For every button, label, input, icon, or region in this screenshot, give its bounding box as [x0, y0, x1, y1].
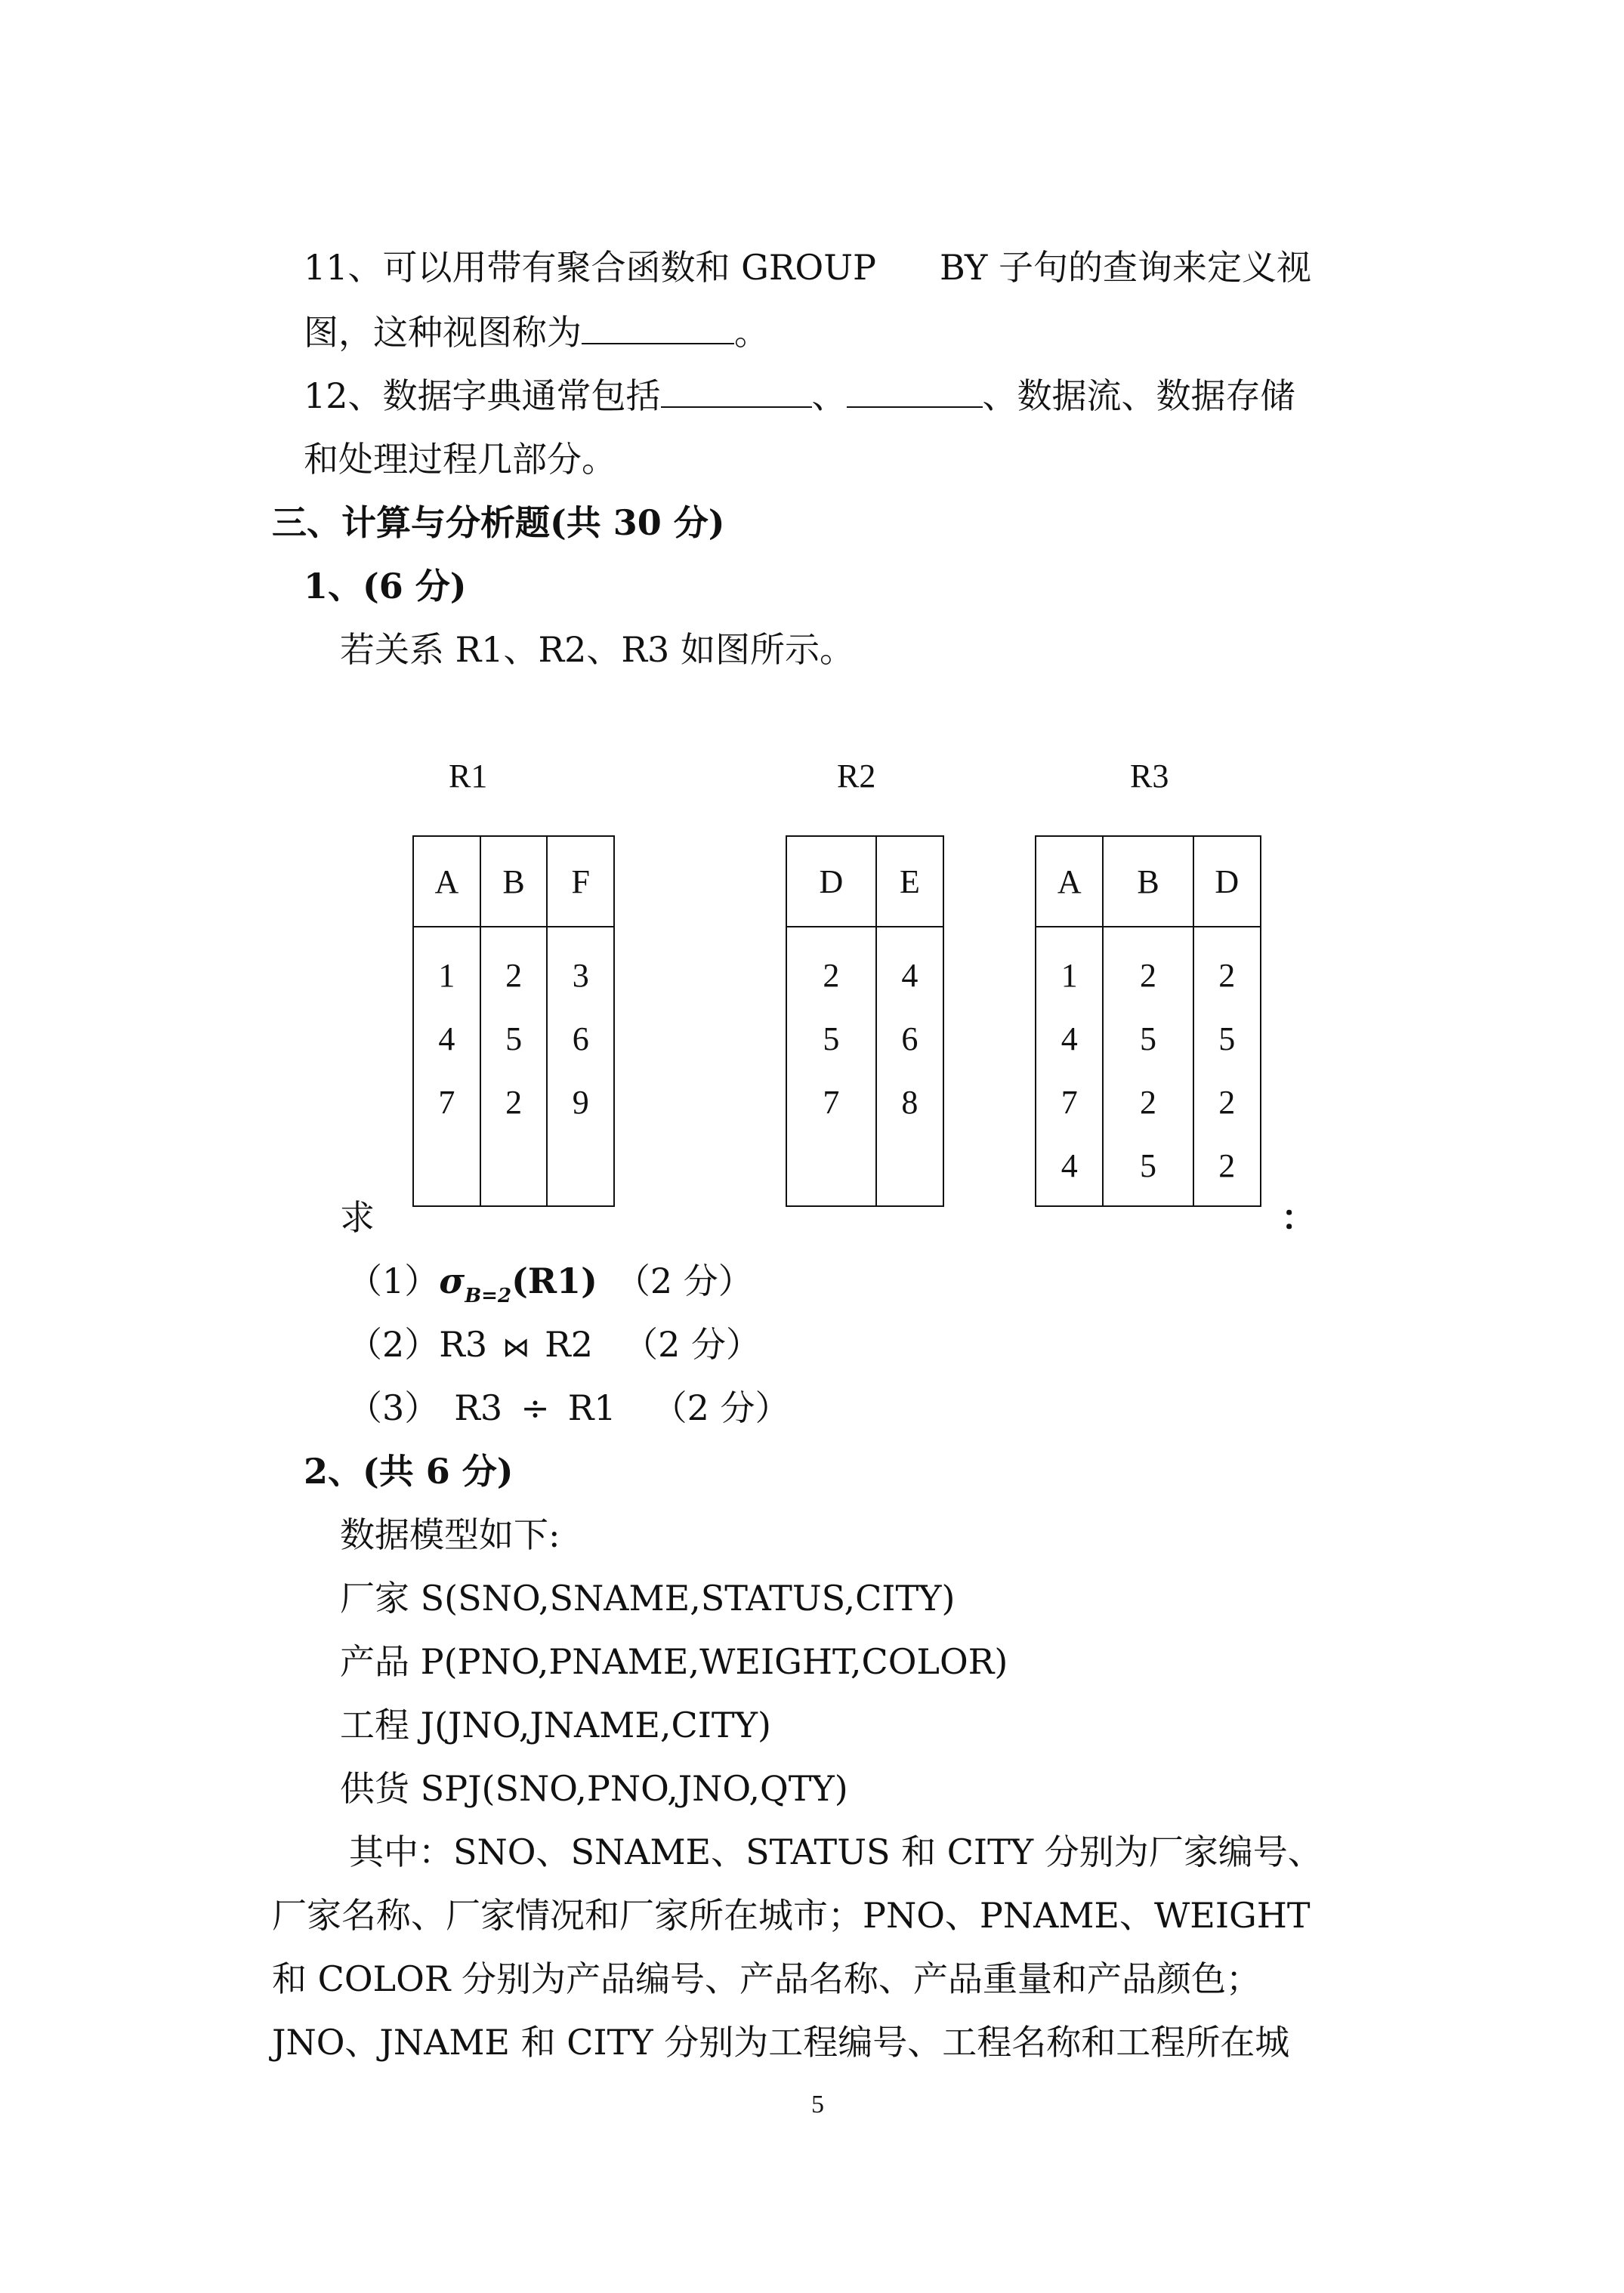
- q12-line1: [304, 375, 1295, 417]
- table-cell: 5: [1139, 1020, 1156, 1057]
- subq-1: [347, 1260, 753, 1317]
- table-cell: 5: [505, 1020, 523, 1057]
- desc-line-4: JNO、JNAME 和 CITY 分别为工程编号、工程名称和工程所在城: [272, 2022, 1290, 2063]
- subq-3-lhs: R3: [454, 1387, 503, 1428]
- join-symbol: ⋈: [502, 1332, 530, 1363]
- subq-3-rhs: R1: [567, 1387, 616, 1428]
- q12-sep: 、: [811, 375, 847, 416]
- table-r3-column: [1036, 927, 1103, 1206]
- table-r3-header: D: [1193, 836, 1261, 927]
- table-r1-header: B: [480, 836, 548, 927]
- desc-line-2: 厂家名称、厂家情况和厂家所在城市；PNO、PNAME、WEIGHT: [272, 1895, 1311, 1936]
- table-cell: 2: [1139, 1084, 1156, 1121]
- subq-1-num: （1）: [347, 1261, 440, 1301]
- subq-3-num: （3）: [347, 1387, 440, 1428]
- table-cell: 4: [1061, 1147, 1078, 1184]
- table-r2-header: E: [876, 836, 943, 927]
- subq-2: [347, 1323, 761, 1369]
- table-r2-header: D: [786, 836, 876, 927]
- q11-end: 。: [734, 312, 769, 353]
- subq-3: [347, 1387, 790, 1429]
- table-r1-header: A: [413, 836, 480, 927]
- q11-blank: [582, 313, 734, 344]
- table-cell: 2: [1218, 1147, 1236, 1184]
- table-cell: 6: [901, 1020, 919, 1057]
- q11-text-b: BY 子句的查询来定义视: [939, 247, 1311, 288]
- table-cell: 7: [1061, 1084, 1078, 1121]
- table-r3-column: [1103, 927, 1193, 1206]
- table-cell: 2: [1218, 957, 1236, 994]
- subq-2-rhs: R2: [545, 1324, 594, 1365]
- table-r1-header: F: [547, 836, 614, 927]
- problem1-intro: 若关系 R1、R2、R3 如图所示。: [340, 629, 854, 670]
- table-cell: 7: [438, 1084, 455, 1121]
- q11-text-a: 11、可以用带有聚合函数和 GROUP: [304, 247, 876, 288]
- table-cell: 6: [572, 1020, 589, 1057]
- table-r1-title: R1: [449, 758, 488, 795]
- table-cell: 2: [823, 957, 840, 994]
- problem2-header: 2、(共 6 分): [304, 1451, 514, 1492]
- model-p: 产品 P(PNO,PNAME,WEIGHT,COLOR): [340, 1641, 1008, 1682]
- desc-line-3: 和 COLOR 分别为产品编号、产品名称、产品重量和产品颜色；: [272, 1958, 1261, 1999]
- table-r1-column: [413, 927, 480, 1206]
- problem1-header: 1、(6 分): [304, 566, 467, 606]
- model-s: 厂家 S(SNO,SNAME,STATUS,CITY): [340, 1578, 956, 1619]
- table-cell: 2: [505, 1084, 523, 1121]
- table-r1: [412, 835, 615, 1207]
- subq-1-score: （2 分）: [615, 1261, 753, 1301]
- table-r2: [786, 835, 944, 1207]
- table-cell: 7: [823, 1084, 840, 1121]
- table-cell: 2: [1218, 1084, 1236, 1121]
- q12-line2: [304, 438, 616, 480]
- table-r1-column: [547, 927, 614, 1206]
- table-cell: 5: [823, 1020, 840, 1057]
- section3-heading: 三、计算与分析题(共 30 分): [272, 502, 725, 543]
- table-r2-column: [876, 927, 943, 1206]
- division-symbol: ÷: [520, 1387, 550, 1428]
- table-cell: 9: [572, 1084, 589, 1121]
- desc-line-1: 其中：SNO、SNAME、STATUS 和 CITY 分别为厂家编号、: [349, 1832, 1323, 1872]
- q12-text-a: 12、数据字典通常包括: [304, 375, 661, 416]
- q11-line1: [304, 246, 1311, 289]
- subq-3-score: （2 分）: [652, 1387, 790, 1428]
- q12-blank-2: [847, 376, 983, 408]
- table-r1-column: [480, 927, 548, 1206]
- table-cell: 1: [438, 957, 455, 994]
- qiu-label: 求: [340, 1197, 375, 1238]
- table-cell: 5: [1218, 1020, 1236, 1057]
- table-r2-column: [786, 927, 876, 1206]
- sigma-symbol: σ: [439, 1261, 465, 1301]
- sigma-argument: (R1): [511, 1261, 597, 1301]
- table-r3-header: B: [1103, 836, 1193, 927]
- table-r3: [1035, 835, 1261, 1207]
- table-r2-title: R2: [837, 758, 876, 795]
- model-spj: 供货 SPJ(SNO,PNO,JNO,QTY): [340, 1768, 848, 1809]
- subq-2-score: （2 分）: [623, 1324, 761, 1365]
- table-cell: 2: [1139, 957, 1156, 994]
- table-cell: 5: [1139, 1147, 1156, 1184]
- table-cell: 4: [901, 957, 919, 994]
- q12-blank-1: [661, 376, 812, 408]
- table-r3-header: A: [1036, 836, 1103, 927]
- table-r3-column: [1193, 927, 1261, 1206]
- table-cell: 2: [505, 957, 523, 994]
- table-cell: 4: [438, 1020, 455, 1057]
- sigma-condition: B=2: [465, 1285, 512, 1307]
- table-cell: 3: [572, 957, 589, 994]
- qiu-colon: ：: [1281, 1197, 1316, 1238]
- problem2-intro: 数据模型如下:: [340, 1514, 560, 1555]
- table-cell: 4: [1061, 1020, 1078, 1057]
- q11-text-c: 图，这种视图称为: [304, 312, 582, 353]
- q11-line2: [304, 311, 769, 353]
- model-j: 工程 J(JNO,JNAME,CITY): [340, 1705, 771, 1745]
- table-cell: 1: [1061, 957, 1078, 994]
- subq-2-num: （2）R3: [347, 1324, 488, 1365]
- table-cell: 8: [901, 1084, 919, 1121]
- table-r3-title: R3: [1130, 758, 1169, 795]
- q12-text-b: 、数据流、数据存储: [982, 375, 1295, 416]
- q12-text-c: 和处理过程几部分。: [304, 439, 616, 480]
- page-number: 5: [811, 2091, 824, 2119]
